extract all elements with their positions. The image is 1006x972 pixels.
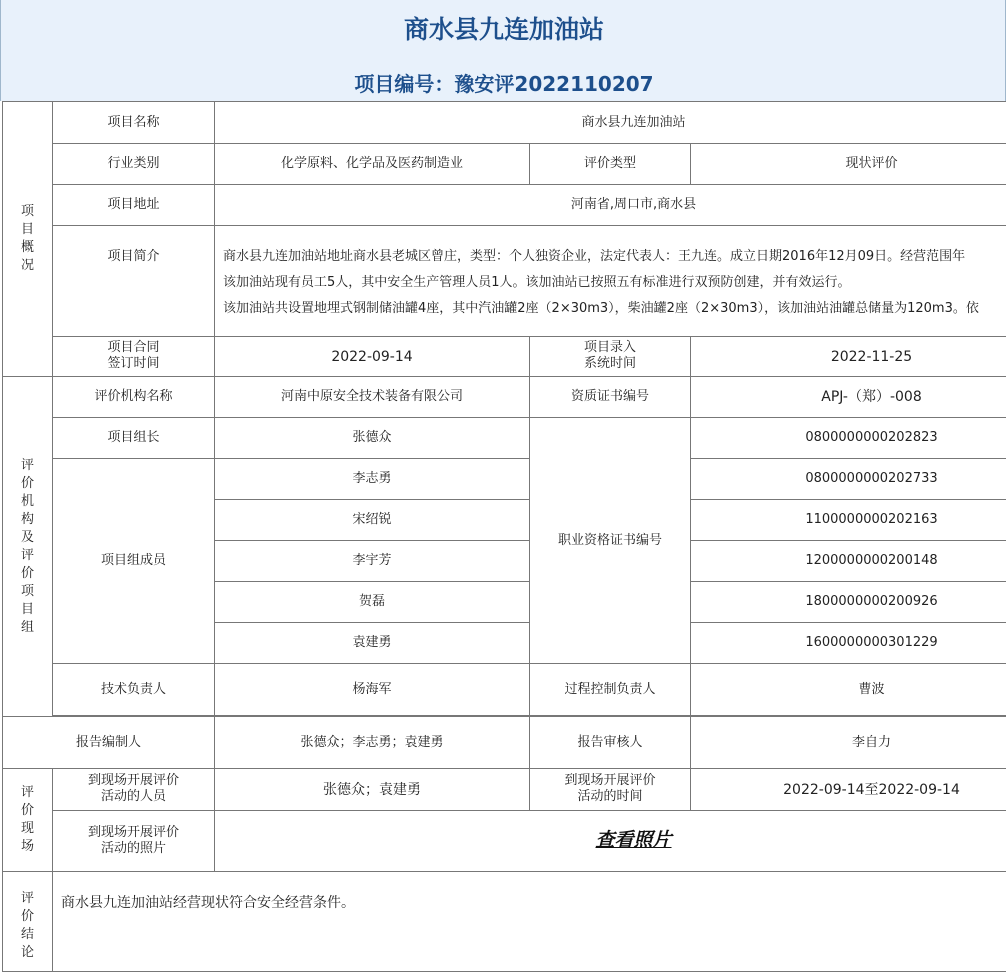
project-name-value: 商水县九连加油站 <box>215 102 1006 144</box>
cert-no-label: 资质证书编号 <box>530 377 691 418</box>
member-name: 李宇芳 <box>215 541 530 582</box>
member-cert: 1600000000301229 <box>691 623 1006 664</box>
section-label-site: 评 价 现 场 <box>3 769 53 872</box>
industry-label: 行业类别 <box>53 144 215 185</box>
intro-label: 项目简介 <box>53 226 215 337</box>
intro-line: 该加油站共设置地埋式钢制储油罐4座，其中汽油罐2座（2×30m3），柴油罐2座（2×30m3），该加油站油罐总储量为120m3。依 <box>223 296 1006 322</box>
industry-value: 化学原料、化学品及医药制造业 <box>215 144 530 185</box>
table-row <box>3 811 1006 872</box>
member-name: 贺磊 <box>215 582 530 623</box>
member-name: 袁建勇 <box>215 623 530 664</box>
table-row <box>3 664 1006 716</box>
report-reviewer-value: 李自力 <box>691 717 1006 769</box>
project-info-table <box>2 101 1006 972</box>
table-row <box>3 226 1006 337</box>
table-row <box>3 337 1006 377</box>
table-row <box>3 185 1006 226</box>
table-row <box>3 418 1006 459</box>
report-author-value: 张德众；李志勇；袁建勇 <box>215 717 530 769</box>
cert-no-value: APJ-（郑）-008 <box>691 377 1006 418</box>
member-cert: 1100000000202163 <box>691 500 1006 541</box>
table-row <box>3 459 1006 500</box>
site-persons-value: 张德众；袁建勇 <box>215 769 530 811</box>
address-value: 河南省,周口市,商水县 <box>215 185 1006 226</box>
section-label-conclusion: 评 价 结 论 <box>3 872 53 972</box>
site-time-label: 到现场开展评价 活动的时间 <box>530 769 691 811</box>
member-cert: 0800000000202823 <box>691 418 1006 459</box>
member-cert: 1800000000200926 <box>691 582 1006 623</box>
table-row <box>3 102 1006 144</box>
tech-lead-label: 技术负责人 <box>53 664 215 716</box>
conclusion-text: 商水县九连加油站经营现状符合安全经营条件。 <box>53 872 1006 972</box>
member-name: 宋绍锐 <box>215 500 530 541</box>
org-name-value: 河南中原安全技术装备有限公司 <box>215 377 530 418</box>
table-row <box>3 769 1006 811</box>
site-time-value: 2022-09-14至2022-09-14 <box>691 769 1006 811</box>
address-label: 项目地址 <box>53 185 215 226</box>
project-name-label: 项目名称 <box>53 102 215 144</box>
table-row <box>3 144 1006 185</box>
page-title: 商水县九连加油站 <box>1 10 1006 46</box>
report-reviewer-label: 报告审核人 <box>530 717 691 769</box>
contract-time-value: 2022-09-14 <box>215 337 530 377</box>
tech-lead-value: 杨海军 <box>215 664 530 716</box>
eval-type-value: 现状评价 <box>691 144 1006 185</box>
entry-time-label: 项目录入 系统时间 <box>530 337 691 377</box>
intro-line: 该加油站现有员工5人，其中安全生产管理人员1人。该加油站已按照五有标准进行双预防创建，并有效运行。 <box>223 270 1006 296</box>
intro-line: 商水县九连加油站地址商水县老城区曾庄，类型：个人独资企业，法定代表人：王九连。成立日期2016年12月09日。经营范围年 <box>223 244 1006 270</box>
section-label-overview: 项 目 概 况 <box>3 102 53 377</box>
site-photos-label: 到现场开展评价 活动的照片 <box>53 811 215 872</box>
process-lead-label: 过程控制负责人 <box>530 664 691 716</box>
member-name: 李志勇 <box>215 459 530 500</box>
eval-type-label: 评价类型 <box>530 144 691 185</box>
member-cert: 1200000000200148 <box>691 541 1006 582</box>
project-number-label: 项目编号： <box>354 72 454 96</box>
view-photos-link[interactable]: 查看照片 <box>596 829 672 851</box>
section-label-organization: 评 价 机 构 及 评 价 项 目 组 <box>3 377 53 717</box>
site-persons-label: 到现场开展评价 活动的人员 <box>53 769 215 811</box>
member-name: 张德众 <box>215 418 530 459</box>
project-number <box>1 68 1006 97</box>
contract-time-label: 项目合同 签订时间 <box>53 337 215 377</box>
intro-text <box>215 226 1006 337</box>
table-row <box>3 717 1006 769</box>
table-row <box>3 872 1006 972</box>
org-name-label: 评价机构名称 <box>53 377 215 418</box>
process-lead-value: 曹波 <box>691 664 1006 716</box>
members-label: 项目组成员 <box>53 459 215 664</box>
report-author-label: 报告编制人 <box>3 717 215 769</box>
leader-label: 项目组长 <box>53 418 215 459</box>
page-header <box>0 0 1006 101</box>
table-row <box>3 377 1006 418</box>
member-cert: 0800000000202733 <box>691 459 1006 500</box>
qualification-label: 职业资格证书编号 <box>530 418 691 664</box>
site-photos-cell <box>215 811 1006 872</box>
entry-time-value: 2022-11-25 <box>691 337 1006 377</box>
project-number-value: 豫安评2022110207 <box>454 72 653 96</box>
